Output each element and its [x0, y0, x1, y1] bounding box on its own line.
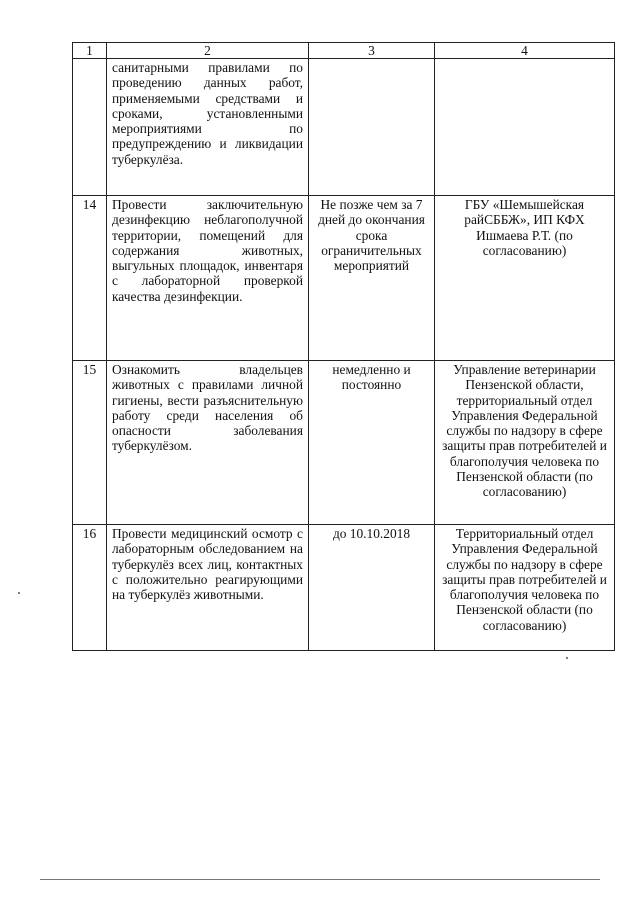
row-number: 14 [73, 196, 107, 361]
measure-deadline: немедленно и постоянно [309, 361, 435, 525]
measure-description: Ознакомить владельцев животных с правилами личной гигиены, вести разъяснительную работу среди населения об опасности заболевания туберкулёзом. [107, 361, 309, 525]
measure-responsible: ГБУ «Шемышейская райСББЖ», ИП КФХ Ишмаева Р.Т. (по согласованию) [435, 196, 615, 361]
scan-edge-line [40, 879, 600, 880]
table-row [73, 59, 615, 196]
measure-responsible: Территориальный отдел Управления Федеральной службы по надзору в сфере защиты прав потребителей и благополучия человека по Пензенской области (по согласованию) [435, 525, 615, 651]
header-col-3: 3 [309, 43, 435, 59]
table-body [73, 59, 615, 651]
row-number: 16 [73, 525, 107, 651]
measures-table [72, 42, 615, 651]
measure-description: Провести заключительную дезинфекцию неблагополучной территории, помещений для содержания животных, выгульных площадок, инвентаря с лабораторной проверкой качества дезинфекции. [107, 196, 309, 361]
table-row [73, 525, 615, 651]
measure-description: Провести медицинский осмотр с лабораторным обследованием на туберкулёз всех лиц, контактных с положительно реагирующими на туберкулёз животными. [107, 525, 309, 651]
header-row [73, 43, 615, 59]
header-col-4: 4 [435, 43, 615, 59]
table-row [73, 196, 615, 361]
row-number [73, 59, 107, 196]
table-row [73, 361, 615, 525]
table-header [73, 43, 615, 59]
header-col-2: 2 [107, 43, 309, 59]
scan-speck [566, 657, 568, 659]
row-number: 15 [73, 361, 107, 525]
measure-deadline [309, 59, 435, 196]
measure-deadline: до 10.10.2018 [309, 525, 435, 651]
measure-description: санитарными правилами по проведению данных работ, применяемыми средствами и сроками, установленными мероприятиями по предупреждению и ликвидации туберкулёза. [107, 59, 309, 196]
header-col-1: 1 [73, 43, 107, 59]
measure-responsible: Управление ветеринарии Пензенской области, территориальный отдел Управления Федеральной службы по надзору в сфере защиты прав потребителей и благополучия человека по Пензенской области (по согласованию) [435, 361, 615, 525]
measure-deadline: Не позже чем за 7 дней до окончания срока ограничительных мероприятий [309, 196, 435, 361]
scan-speck [18, 592, 20, 594]
measure-responsible [435, 59, 615, 196]
